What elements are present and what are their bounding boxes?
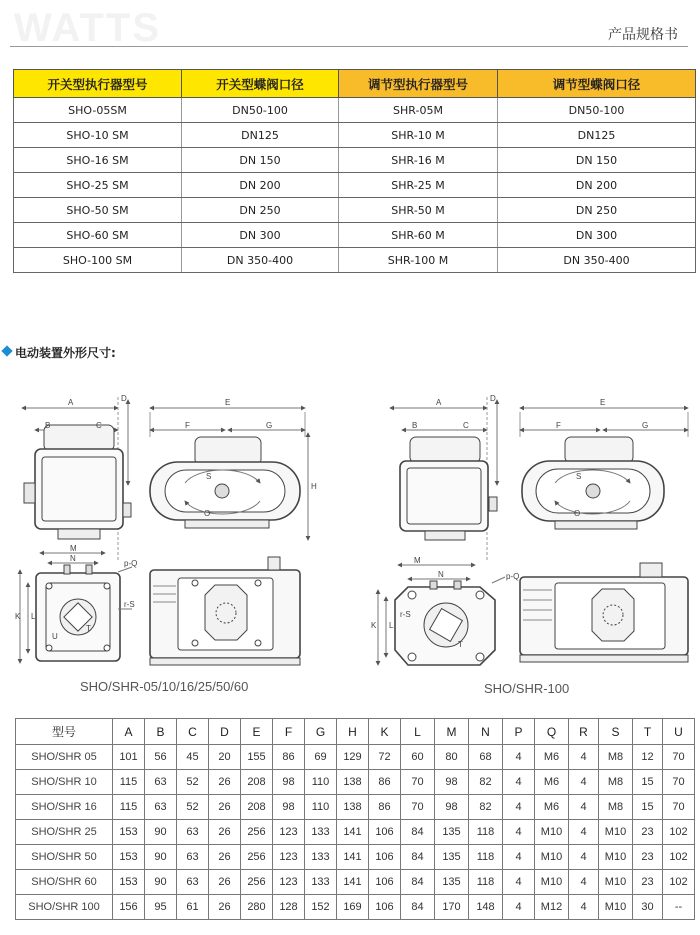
cell-dim-l: 84 — [401, 845, 435, 870]
cell-dim-q: M6 — [535, 745, 569, 770]
cell-dim-a: 101 — [113, 745, 145, 770]
cell-dim-n: 118 — [469, 845, 503, 870]
header-dim-k: K — [369, 719, 401, 745]
cell-dim-e: 256 — [241, 870, 273, 895]
cell-dim-k: 106 — [369, 870, 401, 895]
dim-label-e-left: E — [225, 398, 231, 407]
cell-dim-r: 4 — [569, 820, 599, 845]
cell-dim-a: 156 — [113, 895, 145, 920]
dim-label-m-right: M — [414, 556, 421, 565]
cell-modulating-valve-size: DN125 — [498, 123, 696, 148]
cell-dim-f: 123 — [273, 870, 305, 895]
cell-dim-f: 128 — [273, 895, 305, 920]
header-dim-u: U — [663, 719, 695, 745]
dim-label-l-right: L — [389, 621, 394, 630]
header-modulating-model: 调节型执行器型号 — [339, 70, 498, 98]
rear-view-right — [520, 563, 688, 662]
cell-modulating-valve-size: DN 300 — [498, 223, 696, 248]
cell-dim-q: M10 — [535, 820, 569, 845]
cell-dim-k: 86 — [369, 795, 401, 820]
cell-dim-g: 69 — [305, 745, 337, 770]
cell-dim-k: 106 — [369, 820, 401, 845]
cell-dim-t: 30 — [633, 895, 663, 920]
cell-dim-q: M10 — [535, 870, 569, 895]
cell-modulating-valve-size: DN 350-400 — [498, 248, 696, 273]
header-divider — [10, 46, 688, 47]
dim-label-e-right: E — [600, 398, 606, 407]
header-dim-c: C — [177, 719, 209, 745]
cell-dim-s: M10 — [599, 845, 633, 870]
cell-dim-n: 82 — [469, 795, 503, 820]
cell-modulating-model: SHR-60 M — [339, 223, 498, 248]
cell-dim-p: 4 — [503, 895, 535, 920]
cell-model: SHO/SHR 10 — [16, 770, 113, 795]
cell-dim-g: 133 — [305, 870, 337, 895]
cell-dim-r: 4 — [569, 770, 599, 795]
cell-dim-p: 4 — [503, 870, 535, 895]
table-row — [14, 148, 696, 173]
cell-dim-s: M10 — [599, 820, 633, 845]
cell-dim-g: 152 — [305, 895, 337, 920]
cell-model: SHO/SHR 25 — [16, 820, 113, 845]
cell-dim-n: 118 — [469, 820, 503, 845]
cell-dim-h: 129 — [337, 745, 369, 770]
cell-dim-t: 15 — [633, 770, 663, 795]
cell-modulating-valve-size: DN50-100 — [498, 98, 696, 123]
cell-dim-f: 123 — [273, 820, 305, 845]
cell-dim-m: 135 — [435, 820, 469, 845]
mark-o-right: O — [574, 509, 581, 518]
table-row — [14, 173, 696, 198]
cell-model: SHO/SHR 100 — [16, 895, 113, 920]
cell-dim-m: 135 — [435, 870, 469, 895]
cell-dim-p: 4 — [503, 745, 535, 770]
cell-onoff-model: SHO-05SM — [14, 98, 182, 123]
cell-dim-n: 118 — [469, 870, 503, 895]
cell-dim-p: 4 — [503, 795, 535, 820]
cell-onoff-valve-size: DN 150 — [182, 148, 339, 173]
cell-dim-e: 280 — [241, 895, 273, 920]
dim-label-d-right: D — [490, 394, 496, 403]
table-row — [14, 223, 696, 248]
table-row — [16, 820, 695, 845]
dimension-table-header-row — [16, 719, 695, 745]
cell-dim-n: 148 — [469, 895, 503, 920]
cell-dim-a: 153 — [113, 845, 145, 870]
cell-dim-e: 208 — [241, 795, 273, 820]
mark-t-right: T — [458, 640, 463, 649]
dim-label-b-right: B — [412, 421, 418, 430]
cell-dim-a: 153 — [113, 870, 145, 895]
spec-table-header-row — [14, 70, 696, 98]
cell-dim-k: 72 — [369, 745, 401, 770]
dim-label-d-left: D — [121, 394, 127, 403]
header-dim-h: H — [337, 719, 369, 745]
header-model: 型号 — [16, 719, 113, 745]
cell-model: SHO/SHR 50 — [16, 845, 113, 870]
side-view-left — [150, 408, 308, 540]
header-dim-p: P — [503, 719, 535, 745]
cell-modulating-model: SHR-100 M — [339, 248, 498, 273]
cell-modulating-valve-size: DN 200 — [498, 173, 696, 198]
mark-pq-right: p-Q — [506, 572, 520, 581]
cell-dim-m: 98 — [435, 795, 469, 820]
cell-dim-a: 115 — [113, 795, 145, 820]
cell-dim-t: 23 — [633, 820, 663, 845]
cell-dim-r: 4 — [569, 870, 599, 895]
table-row — [14, 248, 696, 273]
cell-dim-f: 98 — [273, 770, 305, 795]
cell-dim-s: M8 — [599, 795, 633, 820]
rear-view-left — [150, 557, 300, 665]
header-dim-a: A — [113, 719, 145, 745]
mark-rs-left: r-S — [124, 600, 135, 609]
cell-modulating-valve-size: DN 250 — [498, 198, 696, 223]
cell-dim-b: 63 — [145, 795, 177, 820]
cell-dim-d: 26 — [209, 795, 241, 820]
cell-dim-s: M8 — [599, 770, 633, 795]
cell-dim-c: 52 — [177, 795, 209, 820]
table-row — [16, 895, 695, 920]
bottom-view-right — [378, 565, 505, 665]
header-dim-e: E — [241, 719, 273, 745]
table-row — [16, 795, 695, 820]
table-row — [16, 870, 695, 895]
cell-dim-r: 4 — [569, 795, 599, 820]
cell-dim-h: 169 — [337, 895, 369, 920]
cell-dim-l: 84 — [401, 870, 435, 895]
cell-modulating-valve-size: DN 150 — [498, 148, 696, 173]
header-onoff-valve-size: 开关型蝶阀口径 — [182, 70, 339, 98]
dim-label-c-left: C — [96, 421, 102, 430]
cell-dim-l: 70 — [401, 795, 435, 820]
cell-dim-g: 110 — [305, 770, 337, 795]
cell-dim-e: 256 — [241, 820, 273, 845]
cell-onoff-valve-size: DN 250 — [182, 198, 339, 223]
document-title: 产品规格书 — [608, 27, 678, 43]
cell-dim-r: 4 — [569, 845, 599, 870]
mark-s-right: S — [576, 472, 582, 481]
cell-dim-c: 52 — [177, 770, 209, 795]
cell-dim-c: 61 — [177, 895, 209, 920]
header-onoff-model: 开关型执行器型号 — [14, 70, 182, 98]
cell-dim-d: 26 — [209, 870, 241, 895]
drawing-caption-left: SHO/SHR-05/10/16/25/50/60 — [80, 679, 249, 694]
cell-model: SHO/SHR 05 — [16, 745, 113, 770]
brand-logo: WATTS — [14, 6, 162, 50]
section-title: 电动装置外形尺寸: — [15, 346, 116, 360]
cell-onoff-model: SHO-10 SM — [14, 123, 182, 148]
mark-o-left: O — [204, 509, 211, 518]
header-dim-t: T — [633, 719, 663, 745]
cell-dim-q: M6 — [535, 770, 569, 795]
dim-label-f-left: F — [185, 421, 190, 430]
cell-dim-b: 90 — [145, 845, 177, 870]
cell-dim-f: 86 — [273, 745, 305, 770]
dim-label-c-right: C — [463, 421, 469, 430]
side-view-right — [520, 408, 688, 529]
cell-dim-d: 26 — [209, 845, 241, 870]
cell-onoff-valve-size: DN125 — [182, 123, 339, 148]
cell-model: SHO/SHR 60 — [16, 870, 113, 895]
cell-onoff-model: SHO-50 SM — [14, 198, 182, 223]
cell-dim-b: 56 — [145, 745, 177, 770]
cell-dim-p: 4 — [503, 845, 535, 870]
cell-dim-l: 60 — [401, 745, 435, 770]
cell-dim-r: 4 — [569, 895, 599, 920]
cell-dim-d: 20 — [209, 745, 241, 770]
mark-s-left: S — [206, 472, 212, 481]
dim-label-b-left: B — [45, 421, 51, 430]
cell-onoff-model: SHO-100 SM — [14, 248, 182, 273]
cell-dim-k: 106 — [369, 845, 401, 870]
cell-dim-f: 123 — [273, 845, 305, 870]
cell-onoff-model: SHO-60 SM — [14, 223, 182, 248]
dim-label-g-right: G — [642, 421, 649, 430]
cell-dim-m: 80 — [435, 745, 469, 770]
cell-dim-k: 106 — [369, 895, 401, 920]
header-dim-b: B — [145, 719, 177, 745]
header-dim-s: S — [599, 719, 633, 745]
cell-dim-q: M6 — [535, 795, 569, 820]
cell-dim-h: 141 — [337, 820, 369, 845]
header-dim-n: N — [469, 719, 503, 745]
cell-dim-t: 23 — [633, 845, 663, 870]
cell-dim-d: 26 — [209, 770, 241, 795]
cell-dim-m: 135 — [435, 845, 469, 870]
cell-dim-l: 84 — [401, 895, 435, 920]
table-row — [16, 770, 695, 795]
cell-dim-d: 26 — [209, 895, 241, 920]
table-row — [14, 98, 696, 123]
cell-modulating-model: SHR-25 M — [339, 173, 498, 198]
cell-dim-c: 63 — [177, 820, 209, 845]
cell-model: SHO/SHR 16 — [16, 795, 113, 820]
cell-dim-h: 138 — [337, 770, 369, 795]
drawing-caption-right: SHO/SHR-100 — [484, 681, 570, 696]
dim-label-n-right: N — [438, 570, 444, 579]
cell-onoff-valve-size: DN 300 — [182, 223, 339, 248]
header-dim-g: G — [305, 719, 337, 745]
header-dim-m: M — [435, 719, 469, 745]
cell-modulating-model: SHR-05M — [339, 98, 498, 123]
dim-label-a-left: A — [68, 398, 74, 407]
cell-dim-l: 84 — [401, 820, 435, 845]
dim-label-h-left: H — [311, 482, 317, 491]
front-view-left — [22, 397, 131, 560]
cell-dim-a: 153 — [113, 820, 145, 845]
cell-dim-p: 4 — [503, 770, 535, 795]
cell-dim-b: 95 — [145, 895, 177, 920]
table-row — [14, 198, 696, 223]
dimension-drawings — [0, 385, 700, 705]
cell-dim-e: 155 — [241, 745, 273, 770]
cell-dim-b: 90 — [145, 870, 177, 895]
mark-t-left: T — [86, 624, 91, 633]
cell-dim-s: M10 — [599, 870, 633, 895]
model-size-table — [13, 69, 696, 273]
cell-onoff-valve-size: DN 200 — [182, 173, 339, 198]
header-dim-q: Q — [535, 719, 569, 745]
mark-u-left: U — [52, 632, 58, 641]
cell-dim-u: 102 — [663, 870, 695, 895]
cell-dim-c: 63 — [177, 845, 209, 870]
cell-dim-u: 70 — [663, 770, 695, 795]
cell-dim-k: 86 — [369, 770, 401, 795]
cell-onoff-valve-size: DN50-100 — [182, 98, 339, 123]
header-dim-d: D — [209, 719, 241, 745]
cell-dim-e: 208 — [241, 770, 273, 795]
cell-dim-n: 68 — [469, 745, 503, 770]
cell-dim-h: 141 — [337, 870, 369, 895]
cell-dim-l: 70 — [401, 770, 435, 795]
dim-label-f-right: F — [556, 421, 561, 430]
header-dim-r: R — [569, 719, 599, 745]
cell-dim-u: 102 — [663, 820, 695, 845]
dim-label-a-right: A — [436, 398, 442, 407]
cell-dim-b: 63 — [145, 770, 177, 795]
header-modulating-valve-size: 调节型蝶阀口径 — [498, 70, 696, 98]
dim-label-l-left: L — [31, 612, 36, 621]
cell-dim-m: 98 — [435, 770, 469, 795]
cell-dim-s: M8 — [599, 745, 633, 770]
table-row — [16, 745, 695, 770]
cell-dim-d: 26 — [209, 820, 241, 845]
header-dim-f: F — [273, 719, 305, 745]
dim-label-g-left: G — [266, 421, 273, 430]
cell-onoff-model: SHO-16 SM — [14, 148, 182, 173]
cell-dim-t: 23 — [633, 870, 663, 895]
cell-dim-p: 4 — [503, 820, 535, 845]
cell-dim-g: 110 — [305, 795, 337, 820]
table-row — [16, 845, 695, 870]
cell-dim-e: 256 — [241, 845, 273, 870]
dim-label-k-right: K — [371, 621, 377, 630]
cell-onoff-valve-size: DN 350-400 — [182, 248, 339, 273]
cell-dim-q: M12 — [535, 895, 569, 920]
cell-dim-b: 90 — [145, 820, 177, 845]
cell-modulating-model: SHR-16 M — [339, 148, 498, 173]
dim-label-m-left: M — [70, 544, 77, 553]
front-view-right — [390, 397, 497, 560]
cell-dim-r: 4 — [569, 745, 599, 770]
bottom-view-left — [20, 553, 132, 663]
cell-dim-c: 63 — [177, 870, 209, 895]
cell-dim-u: 70 — [663, 795, 695, 820]
table-row — [14, 123, 696, 148]
cell-dim-c: 45 — [177, 745, 209, 770]
cell-dim-u: -- — [663, 895, 695, 920]
cell-dim-h: 138 — [337, 795, 369, 820]
cell-modulating-model: SHR-10 M — [339, 123, 498, 148]
cell-dim-g: 133 — [305, 820, 337, 845]
cell-onoff-model: SHO-25 SM — [14, 173, 182, 198]
cell-dim-a: 115 — [113, 770, 145, 795]
cell-dim-m: 170 — [435, 895, 469, 920]
mark-rs-right: r-S — [400, 610, 411, 619]
cell-dim-u: 70 — [663, 745, 695, 770]
cell-dim-f: 98 — [273, 795, 305, 820]
mark-pq-left: p-Q — [124, 559, 138, 568]
page-header — [0, 0, 700, 50]
cell-dim-n: 82 — [469, 770, 503, 795]
cell-dim-u: 102 — [663, 845, 695, 870]
dim-label-k-left: K — [15, 612, 21, 621]
cell-dim-t: 12 — [633, 745, 663, 770]
cell-dim-t: 15 — [633, 795, 663, 820]
dim-label-n-left: N — [70, 554, 76, 563]
cell-dim-s: M10 — [599, 895, 633, 920]
cell-modulating-model: SHR-50 M — [339, 198, 498, 223]
header-dim-l: L — [401, 719, 435, 745]
dimension-table — [15, 718, 695, 920]
cell-dim-h: 141 — [337, 845, 369, 870]
cell-dim-q: M10 — [535, 845, 569, 870]
diamond-bullet-icon — [1, 345, 12, 356]
cell-dim-g: 133 — [305, 845, 337, 870]
